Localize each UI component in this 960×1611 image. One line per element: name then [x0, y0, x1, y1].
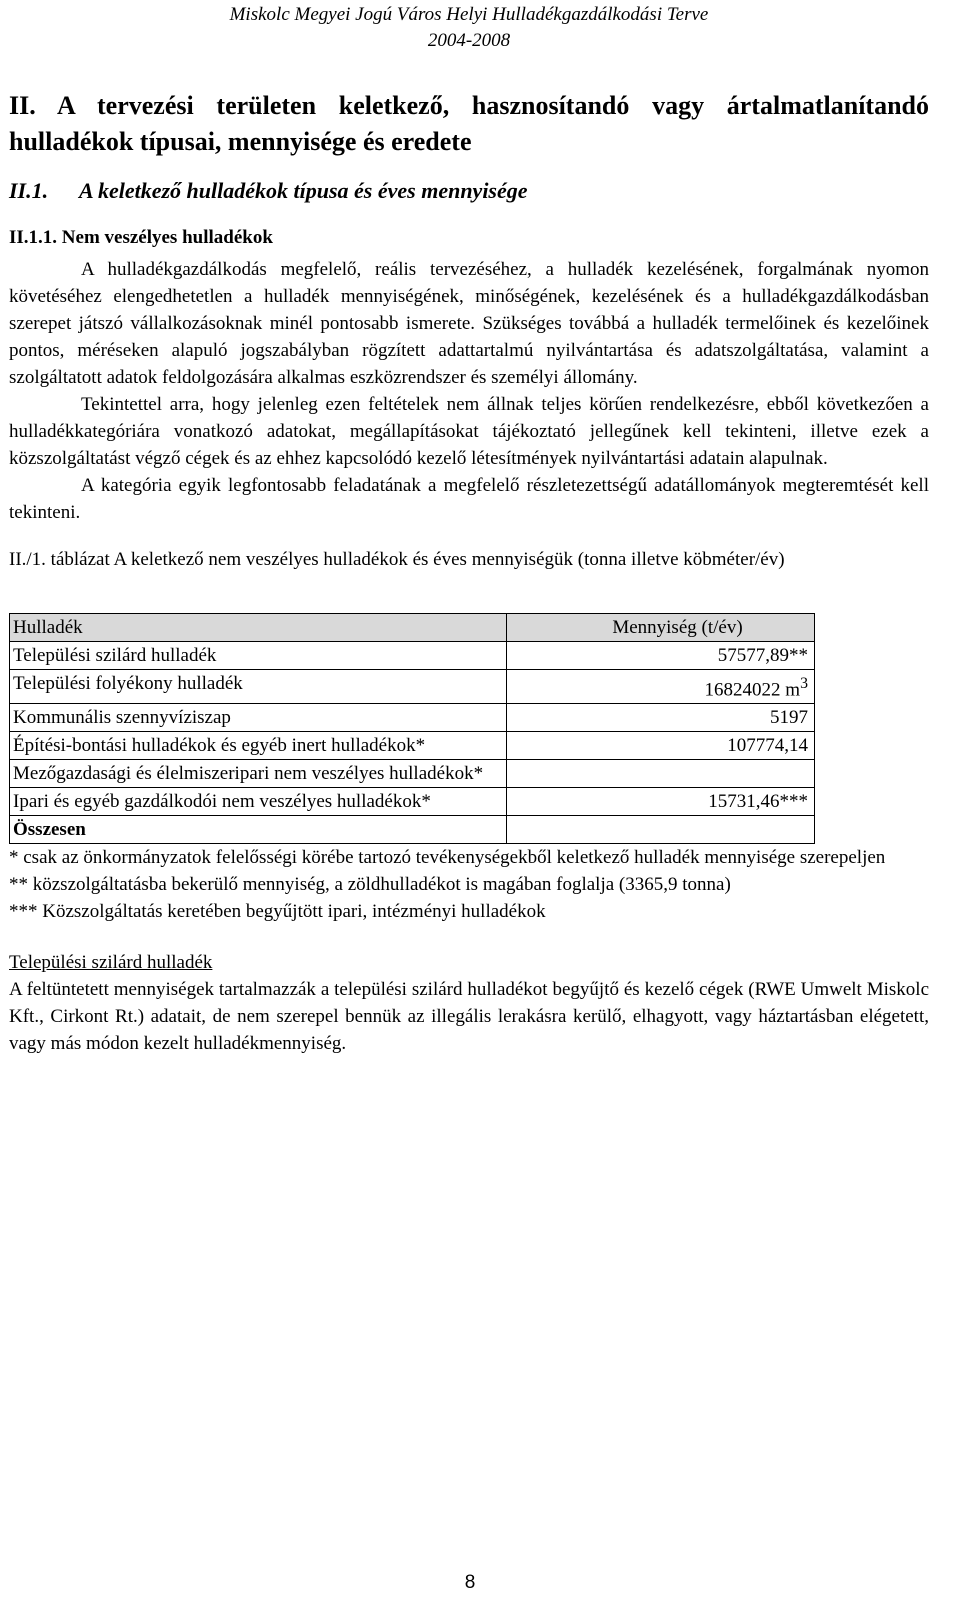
row-name: Települési szilárd hulladék: [10, 642, 507, 670]
running-header: [9, 2, 929, 54]
row-name: Ipari és egyéb gazdálkodói nem veszélyes hulladékok*: [10, 788, 507, 816]
row-value: 5197: [507, 704, 815, 732]
row-value-number: 16824022 m: [704, 679, 801, 701]
row-name: Kommunális szennyvíziszap: [10, 704, 507, 732]
table-row: [10, 670, 815, 704]
footnote: *** Közszolgáltatás keretében begyűjtött ipari, intézményi hulladékok: [9, 901, 546, 923]
table-total-row: [10, 816, 815, 844]
header-cell-waste: Hulladék: [10, 614, 507, 642]
row-value: 15731,46***: [507, 788, 815, 816]
row-value: 107774,14: [507, 732, 815, 760]
document-page: [9, 0, 929, 1057]
subsection-heading: [9, 176, 929, 206]
table-row: [10, 760, 815, 788]
total-value: [507, 816, 815, 844]
paragraph-3: A kategória egyik legfontosabb feladatának a megfelelő részletezettségű adatállományok megteremtését kell tekinteni.: [9, 475, 929, 523]
header-years: 2004-2008: [427, 30, 511, 51]
footnote: * csak az önkormányzatok felelősségi körébe tartozó tevékenységekből keletkező hulladék mennyisége szerepeljen: [9, 847, 886, 869]
table-row: [10, 704, 815, 732]
row-value: [507, 670, 815, 704]
footnotes: [9, 844, 929, 925]
subsubsection-heading: II.1.1. Nem veszélyes hulladékok: [9, 227, 273, 248]
table-caption: II./1. táblázat A keletkező nem veszélyes hulladékok és éves mennyiségük (tonna illetve köbméter/év): [9, 549, 785, 570]
row-name: Mezőgazdasági és élelmiszeripari nem veszélyes hulladékok*: [10, 760, 507, 788]
header-title: Miskolc Megyei Jogú Város Helyi Hulladékgazdálkodási Terve: [229, 4, 709, 25]
waste-table: [9, 613, 815, 844]
total-label: Összesen: [10, 816, 507, 844]
subheading: Települési szilárd hulladék: [9, 952, 213, 974]
section-title: II. A tervezési területen keletkező, hasznosítandó vagy ártalmatlanítandó hulladékok típusai, mennyisége és eredete: [9, 91, 929, 156]
paragraph-2: Tekintettel arra, hogy jelenleg ezen feltételek nem állnak teljes körűen rendelkezésre, ebből következően a hulladékkategóriára vonatkozó adatokat, megállapításokat tájékoztató jellegűnek kell tekinteni, illetve ezek a közszolgáltatást végző cégek és az ehhez kapcsolódó kezelő létesítmények nyilvántartási adatain alapulnak.: [9, 394, 929, 469]
closing-paragraph: A feltüntetett mennyiségek tartalmazzák a települési szilárd hulladékot begyűjtő és kezelő cégek (RWE Umwelt Miskolc Kft., Cirkont Rt.) adatait, de nem szerepel bennük az illegális lerakásra kerülő, elhagyott, vagy háztartásban elégetett, vagy más módon kezelt hulladékmennyiség.: [9, 979, 929, 1055]
header-cell-quantity: Mennyiség (t/év): [507, 614, 815, 642]
table-row: [10, 732, 815, 760]
row-name: Települési folyékony hulladék: [10, 670, 507, 704]
table-header-row: [10, 614, 815, 642]
page-number: 8: [464, 1572, 476, 1593]
subsection-number: II.1.: [9, 178, 49, 203]
table-row: [10, 788, 815, 816]
row-value: [507, 760, 815, 788]
paragraph-1: A hulladékgazdálkodás megfelelő, reális tervezéséhez, a hulladék kezelésének, forgalmának nyomon követéséhez elengedhetetlen a hulladék mennyiségének, minőségének, kezelésének és a hulladékgazdálkodásban szerepet játszó vállalkozásoknak minél pontosabb ismerete. Szükséges továbbá a hulladék termelőinek és kezelőinek pontos, méréseken alapuló jogszabályban rögzített adattartalmú nyilvántartása és adatszolgáltatása, valamint a szolgáltatott adatok feldolgozására alkalmas eszközrendszer és személyi állomány.: [9, 259, 929, 388]
table-row: [10, 642, 815, 670]
row-value: 57577,89**: [507, 642, 815, 670]
subsection-title: A keletkező hulladékok típusa és éves mennyisége: [79, 178, 528, 203]
row-name: Építési-bontási hulladékok és egyéb inert hulladékok*: [10, 732, 507, 760]
footnote: ** közszolgáltatásba bekerülő mennyiség, a zöldhulladékot is magában foglalja (3365,9 tonna): [9, 874, 731, 896]
row-value-superscript: 3: [800, 675, 808, 692]
